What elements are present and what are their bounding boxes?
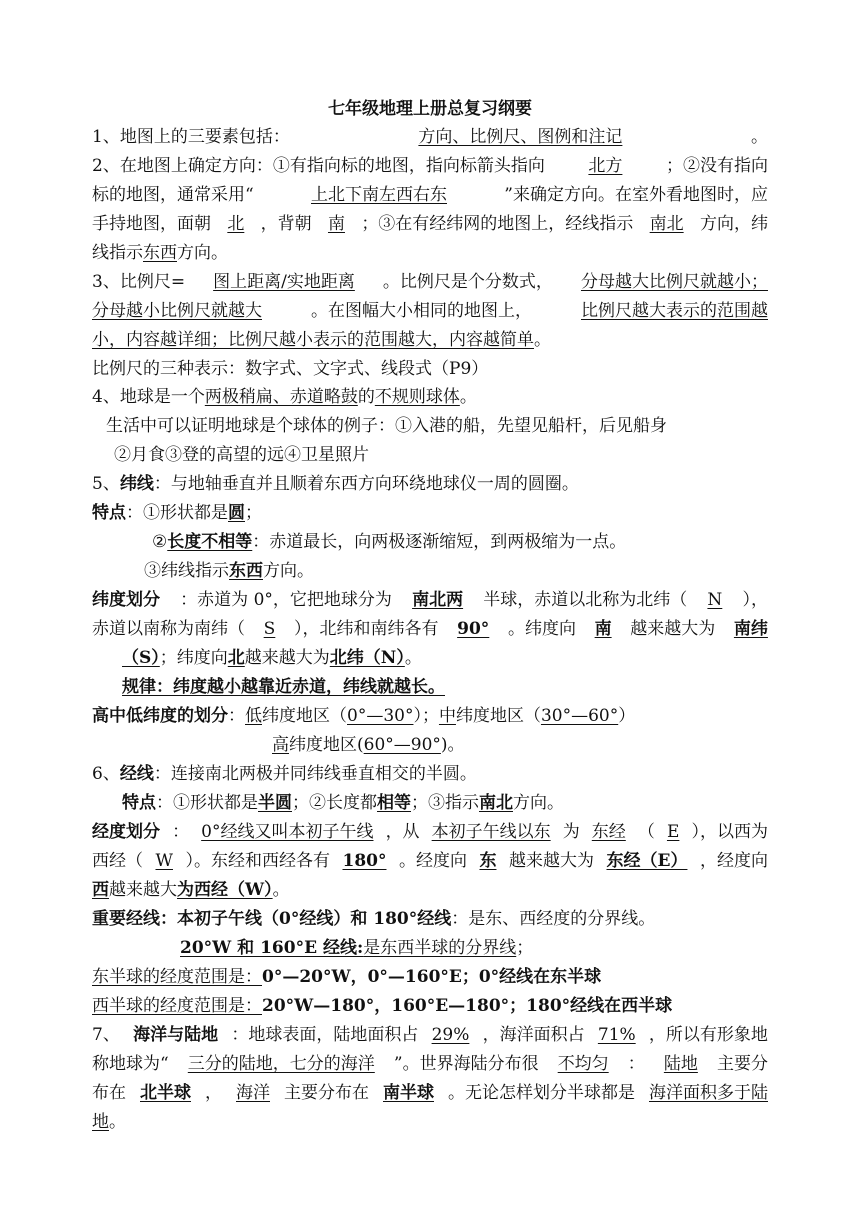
bold-underlined-answer: 90° [457, 619, 490, 639]
bold-term: 高中低纬度的划分 [92, 706, 228, 726]
bold-underlined-answer: 相等 [377, 793, 411, 813]
bold-term: 重要经线：本初子午线（0°经线）和 180°经线 [92, 909, 452, 929]
text-line [92, 850, 768, 872]
text-run: 方向，纬 [699, 214, 768, 234]
text-run: ；②长度都 [292, 793, 377, 813]
text-run: （ [637, 822, 655, 842]
text-line [272, 734, 465, 756]
text-run: ） [618, 706, 636, 726]
text-run: 半球，赤道以北称为北纬（ [483, 590, 688, 610]
text-line [92, 1082, 768, 1104]
text-run: 4、地球是一个 [92, 387, 205, 407]
bold-term: 纬线 [119, 474, 154, 494]
text-run: 的 [357, 387, 375, 407]
text-line [92, 213, 768, 235]
text-line [92, 184, 768, 206]
underlined-answer: 海洋 [236, 1083, 270, 1103]
text-line [92, 155, 768, 177]
underlined-answer: 0°—30° [347, 706, 414, 726]
text-line [92, 763, 477, 785]
underlined-answer: 71% [597, 1025, 636, 1045]
underlined-answer: 小，内容越详细；比例尺越小表示的范围越大，内容越简单 [92, 330, 534, 350]
text-run: ： [228, 706, 245, 726]
underlined-answer: 分母越大比例尺就越小； [580, 272, 768, 292]
text-run: ，经度向 [699, 851, 768, 871]
underlined-answer: 南 [327, 214, 345, 234]
underlined-answer: 西半球的经度范围是： [92, 996, 262, 1016]
text-run: 5、 [92, 474, 120, 494]
text-line [92, 1053, 768, 1075]
text-line [92, 995, 672, 1017]
bold-underlined-answer: 南北 [479, 793, 513, 813]
text-run: ：①形状都是 [126, 503, 228, 523]
text-run: 比例尺的三种表示：数字式、文字式、线段式（P9） [92, 359, 489, 379]
text-run: ；③在有经纬网的地图上，经线指示 [361, 214, 634, 234]
text-run: ）； [413, 706, 439, 726]
text-run: 主要分布在 [284, 1083, 369, 1103]
bold-underlined-answer: 西 [92, 880, 109, 900]
text-run: 3、比例尺= [92, 272, 186, 292]
underlined-answer: 不规则球体 [374, 387, 460, 407]
bold-underlined-answer: 南 [594, 619, 612, 639]
underlined-answer: 比例尺越大表示的范围越 [581, 301, 768, 321]
text-run: 2、在地图上确定方向：①有指向标的地图，指向标箭头指向 [92, 156, 545, 176]
text-run: 。经度向 [398, 851, 467, 871]
text-run: ，从 [385, 822, 420, 842]
bold-underlined-answer: 东 [479, 851, 497, 871]
text-run: 越来越大为 [508, 851, 594, 871]
text-line [92, 329, 551, 351]
underlined-answer: 29% [431, 1025, 470, 1045]
text-line [92, 966, 601, 988]
underlined-answer: E [666, 822, 680, 842]
bold-underlined-answer: 20°W 和 160°E 经线: [180, 938, 364, 958]
bold-underlined-answer: （S） [122, 648, 160, 668]
bold-underlined-answer: 南纬 [733, 619, 768, 639]
text-run: 方向。 [263, 561, 314, 581]
text-line [92, 242, 228, 264]
underlined-answer: 本初子午线以东 [431, 822, 551, 842]
text-run: ：赤道为 0°，它把地球分为 [180, 590, 392, 610]
underlined-answer: 南北 [649, 214, 684, 234]
underlined-answer: 上北下南左西右东 [311, 185, 447, 205]
text-run: ），北纬和南纬各有 [293, 619, 439, 639]
text-line [92, 271, 768, 293]
text-line [92, 705, 635, 727]
text-line [92, 358, 488, 380]
bold-underlined-answer: 南北两 [412, 590, 464, 610]
text-line [92, 908, 655, 930]
bold-underlined-answer: 圆 [228, 503, 245, 523]
text-line [92, 126, 768, 148]
text-line [114, 444, 369, 466]
text-run: 1、地图上的三要素包括： [92, 127, 290, 147]
bold-underlined-answer: 北 [227, 648, 245, 668]
bold-underlined-answer: 半圆 [258, 793, 292, 813]
text-line [92, 1111, 126, 1133]
underlined-answer: 不均匀 [557, 1054, 609, 1074]
text-run: 纬度地区( [289, 735, 364, 755]
text-line [152, 531, 626, 553]
bold-term: 0°—20°W，0°—160°E；0°经线在东半球 [262, 967, 602, 987]
text-run: ③纬线指示 [144, 561, 229, 581]
text-line [122, 792, 564, 814]
underlined-answer: 东半球的经度范围是： [92, 967, 262, 987]
bold-underlined-answer: 东西 [229, 561, 263, 581]
text-run: 生活中可以证明地球是个球体的例子：①入港的船，先望见船杆，后见船身 [106, 416, 667, 436]
text-run: 。比例尺是个分数式， [382, 272, 553, 292]
underlined-answer: S [263, 619, 276, 639]
text-run: ②月食③登的高望的远④卫星照片 [114, 445, 369, 465]
text-run: ； [245, 503, 262, 523]
text-run: ； [516, 938, 534, 958]
underlined-answer: 三分的陆地，七分的海洋 [187, 1054, 375, 1074]
underlined-answer: 是东西半球的分界线 [363, 938, 517, 958]
text-run: ），以西为 [691, 822, 768, 842]
text-run: 方向。 [513, 793, 564, 813]
underlined-answer: 海洋面积多于陆 [649, 1083, 768, 1103]
text-run: 纬度地区（ [455, 706, 541, 726]
underlined-answer: 东经 [591, 822, 626, 842]
text-run: ；②没有指向 [665, 156, 768, 176]
bold-term: 海洋与陆地 [133, 1025, 219, 1045]
text-run: ，所以有形象地 [648, 1025, 768, 1045]
text-run: 越来越大为 [630, 619, 716, 639]
text-run: 越来越大为 [244, 648, 330, 668]
text-line [92, 589, 768, 611]
underlined-answer: 两极稍扁、赤道略鼓 [204, 387, 358, 407]
bold-term: 特点 [92, 503, 126, 523]
text-run: ：是东、西经度的分界线。 [451, 909, 656, 929]
text-run: ，海洋面积占 [482, 1025, 585, 1045]
text-line [92, 502, 262, 524]
text-run: 为 [562, 822, 580, 842]
text-run: 方向。 [177, 243, 228, 263]
text-run: ：地球表面，陆地面积占 [231, 1025, 419, 1045]
underlined-answer: 高 [272, 735, 289, 755]
text-run: 。 [272, 880, 290, 900]
text-run: 7、 [92, 1025, 120, 1045]
text-run: ”。世界海陆分布很 [393, 1054, 539, 1074]
text-run: ”来确定方向。在室外看地图时，应 [504, 185, 768, 205]
text-run: ；纬度向 [159, 648, 228, 668]
text-run: 纬度地区（ [262, 706, 347, 726]
bold-underlined-answer: 东经（E） [606, 851, 688, 871]
text-run: 。在图幅大小相同的地图上， [311, 301, 532, 321]
text-run: ；③指示 [411, 793, 479, 813]
text-run: ：连接南北两极并同纬线垂直相交的半圆。 [153, 764, 477, 784]
text-run: 手持地图，面朝 [92, 214, 211, 234]
text-run: 称地球为“ [92, 1054, 169, 1074]
underlined-answer: 60°—90° [363, 735, 441, 755]
text-run: ： [627, 1054, 645, 1074]
text-line [122, 676, 445, 698]
text-run: 线指示 [92, 243, 143, 263]
text-line [92, 879, 290, 901]
bold-term: 经线 [119, 764, 154, 784]
bold-underlined-answer: 南半球 [383, 1083, 434, 1103]
text-run: ）。东经和西经各有 [185, 851, 330, 871]
bold-underlined-answer: 北半球 [140, 1083, 191, 1103]
text-run: ：①形状都是 [156, 793, 258, 813]
text-line [92, 300, 768, 322]
underlined-answer: 东西 [143, 243, 177, 263]
text-run: 。 [750, 127, 768, 147]
bold-term: 特点 [122, 793, 156, 813]
text-line [144, 560, 314, 582]
underlined-answer: N [707, 590, 723, 610]
text-run: ： [172, 822, 190, 842]
text-run: 。纬度向 [507, 619, 576, 639]
text-run: 布在 [92, 1083, 126, 1103]
text-run: ：赤道最长，向两极逐渐缩短，到两极缩为一点。 [252, 532, 627, 552]
bold-underlined-answer: 180° [342, 851, 387, 871]
text-run: ：与地轴垂直并且顺着东西方向环绕地球仪一周的圆圈。 [153, 474, 579, 494]
bold-term: 20°W—180°，160°E—180°；180°经线在西半球 [262, 996, 673, 1016]
text-line [92, 1024, 768, 1046]
text-line [106, 415, 667, 437]
underlined-answer: 0°经线又叫本初子午线 [201, 822, 374, 842]
text-run: 。 [109, 1112, 126, 1132]
text-run: 标的地图，通常采用“ [92, 185, 254, 205]
text-run: 。 [459, 387, 477, 407]
text-run: 越来越大 [109, 880, 177, 900]
underlined-answer: W [155, 851, 173, 871]
bold-underlined-answer: 为西经（W） [177, 880, 273, 900]
text-run: )。 [440, 735, 465, 755]
bold-underlined-answer: 规律：纬度越小越靠近赤道，纬线就越长。 [122, 677, 445, 697]
text-line [92, 821, 768, 843]
underlined-answer: 北 [227, 214, 245, 234]
underlined-answer: 低 [245, 706, 262, 726]
bold-underlined-answer: 北纬（N） [329, 648, 405, 668]
bold-term: 纬度划分 [92, 590, 160, 610]
underlined-answer: 30°—60° [540, 706, 619, 726]
text-line [180, 937, 533, 959]
text-run: 。 [404, 648, 422, 668]
underlined-answer: 北方 [588, 156, 623, 176]
text-run: 主要分 [716, 1054, 768, 1074]
underlined-answer: 地 [92, 1112, 109, 1132]
underlined-answer: 图上距离/实地距离 [213, 272, 355, 292]
underlined-answer: 中 [438, 706, 456, 726]
text-run: ② [152, 532, 168, 552]
text-line [92, 618, 768, 640]
underlined-answer: 陆地 [663, 1054, 698, 1074]
bold-underlined-answer: 长度不相等 [167, 532, 253, 552]
underlined-answer: 分母越小比例尺就越大 [92, 301, 262, 321]
underlined-answer: 方向、比例尺、图例和注记 [418, 127, 623, 147]
bold-term: 经度划分 [92, 822, 160, 842]
text-run: ， [205, 1083, 222, 1103]
text-run: 。 [534, 330, 551, 350]
text-run: 6、 [92, 764, 120, 784]
page-title: 七年级地理上册总复习纲要 [328, 99, 532, 119]
text-run: 。无论怎样划分半球都是 [448, 1083, 635, 1103]
text-line [92, 386, 477, 408]
text-line [122, 647, 422, 669]
text-run: ，背朝 [260, 214, 312, 234]
text-line [92, 473, 579, 495]
text-run: 西经（ [92, 851, 143, 871]
text-run: ）， [742, 590, 768, 610]
text-run: 赤道以南称为南纬（ [92, 619, 245, 639]
